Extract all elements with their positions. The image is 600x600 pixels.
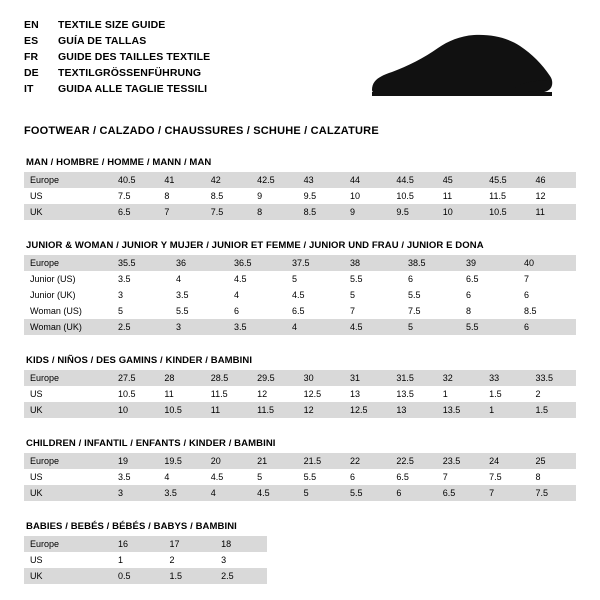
language-list bbox=[24, 18, 210, 97]
cell: 19.5 bbox=[158, 453, 204, 469]
size-table-kids bbox=[24, 370, 576, 418]
row-label: UK bbox=[24, 568, 112, 584]
cell: 6 bbox=[228, 303, 286, 319]
cell: 42.5 bbox=[251, 172, 297, 188]
cell: 1.5 bbox=[483, 386, 529, 402]
cell: 4 bbox=[205, 485, 251, 501]
language-title: GUIDE DES TAILLES TEXTILE bbox=[58, 51, 211, 63]
cell: 7 bbox=[158, 204, 204, 220]
cell: 24 bbox=[483, 453, 529, 469]
table-row bbox=[24, 303, 576, 319]
language-row bbox=[24, 18, 210, 33]
cell: 8 bbox=[530, 469, 576, 485]
cell: 5.5 bbox=[344, 271, 402, 287]
row-label: US bbox=[24, 552, 112, 568]
cell: 1.5 bbox=[530, 402, 576, 418]
cell: 2.5 bbox=[215, 568, 267, 584]
cell: 13 bbox=[390, 402, 436, 418]
cell: 10 bbox=[437, 204, 483, 220]
cell: 45 bbox=[437, 172, 483, 188]
group-title: JUNIOR & WOMAN / JUNIOR Y MUJER / JUNIOR ET FEMME / JUNIOR UND FRAU / JUNIOR E DONA bbox=[26, 240, 484, 251]
cell: 39 bbox=[460, 255, 518, 271]
table-row bbox=[24, 568, 576, 584]
group-title: MAN / HOMBRE / HOMME / MANN / MAN bbox=[26, 157, 212, 168]
row-label: Woman (US) bbox=[24, 303, 112, 319]
language-code: EN bbox=[24, 19, 39, 31]
cell-empty bbox=[267, 568, 319, 584]
table-row bbox=[24, 287, 576, 303]
language-row bbox=[24, 50, 210, 65]
cell: 31.5 bbox=[390, 370, 436, 386]
cell: 22.5 bbox=[390, 453, 436, 469]
cell: 11 bbox=[158, 386, 204, 402]
row-label: Woman (UK) bbox=[24, 319, 112, 335]
cell: 7.5 bbox=[205, 204, 251, 220]
table-row bbox=[24, 469, 576, 485]
language-code: IT bbox=[24, 83, 34, 95]
table-row bbox=[24, 204, 576, 220]
cell-empty bbox=[421, 568, 473, 584]
row-label: UK bbox=[24, 402, 112, 418]
cell: 12 bbox=[530, 188, 576, 204]
cell: 7.5 bbox=[402, 303, 460, 319]
cell: 8 bbox=[251, 204, 297, 220]
cell: 33 bbox=[483, 370, 529, 386]
cell: 3.5 bbox=[170, 287, 228, 303]
cell: 4 bbox=[286, 319, 344, 335]
language-row bbox=[24, 82, 210, 97]
cell: 7.5 bbox=[483, 469, 529, 485]
cell: 5.5 bbox=[170, 303, 228, 319]
cell-empty bbox=[318, 568, 370, 584]
cell: 5 bbox=[344, 287, 402, 303]
cell: 29.5 bbox=[251, 370, 297, 386]
cell: 8.5 bbox=[205, 188, 251, 204]
table-row bbox=[24, 188, 576, 204]
cell: 7 bbox=[483, 485, 529, 501]
cell: 25 bbox=[530, 453, 576, 469]
cell: 5 bbox=[402, 319, 460, 335]
cell: 13 bbox=[344, 386, 390, 402]
row-label: Europe bbox=[24, 172, 112, 188]
cell: 18 bbox=[215, 536, 267, 552]
cell: 6.5 bbox=[460, 271, 518, 287]
cell: 4 bbox=[228, 287, 286, 303]
cell: 4.5 bbox=[228, 271, 286, 287]
cell: 6.5 bbox=[112, 204, 158, 220]
row-label: Europe bbox=[24, 255, 112, 271]
cell: 2.5 bbox=[112, 319, 170, 335]
cell: 3.5 bbox=[112, 469, 158, 485]
language-row bbox=[24, 34, 210, 49]
cell: 19 bbox=[112, 453, 158, 469]
cell: 21 bbox=[251, 453, 297, 469]
cell-empty bbox=[473, 536, 525, 552]
row-label: UK bbox=[24, 485, 112, 501]
cell-empty bbox=[524, 536, 576, 552]
cell: 33.5 bbox=[530, 370, 576, 386]
cell: 45.5 bbox=[483, 172, 529, 188]
cell: 44.5 bbox=[390, 172, 436, 188]
group-junior-woman bbox=[24, 240, 576, 335]
group-title: KIDS / NIÑOS / DES GAMINS / KINDER / BAMBINI bbox=[26, 355, 253, 366]
row-label: Junior (UK) bbox=[24, 287, 112, 303]
cell: 6.5 bbox=[437, 485, 483, 501]
group-title: CHILDREN / INFANTIL / ENFANTS / KINDER / BAMBINI bbox=[26, 438, 276, 449]
cell: 10 bbox=[112, 402, 158, 418]
cell: 7 bbox=[518, 271, 576, 287]
cell-empty bbox=[267, 552, 319, 568]
cell: 5.5 bbox=[460, 319, 518, 335]
row-label: US bbox=[24, 469, 112, 485]
cell: 13.5 bbox=[390, 386, 436, 402]
language-row bbox=[24, 66, 210, 81]
size-table-babies bbox=[24, 536, 576, 584]
cell: 12.5 bbox=[298, 386, 344, 402]
cell: 11.5 bbox=[251, 402, 297, 418]
table-row bbox=[24, 271, 576, 287]
cell: 11 bbox=[205, 402, 251, 418]
cell: 6 bbox=[518, 287, 576, 303]
language-title: GUIDA ALLE TAGLIE TESSILI bbox=[58, 83, 208, 95]
cell: 28 bbox=[158, 370, 204, 386]
table-row bbox=[24, 402, 576, 418]
cell: 11 bbox=[437, 188, 483, 204]
cell: 11.5 bbox=[205, 386, 251, 402]
cell-empty bbox=[370, 552, 422, 568]
row-label: Europe bbox=[24, 453, 112, 469]
cell: 46 bbox=[530, 172, 576, 188]
cell: 10.5 bbox=[158, 402, 204, 418]
cell-empty bbox=[318, 536, 370, 552]
cell: 35.5 bbox=[112, 255, 170, 271]
cell-empty bbox=[370, 536, 422, 552]
cell: 30 bbox=[298, 370, 344, 386]
cell: 1 bbox=[483, 402, 529, 418]
cell: 12 bbox=[298, 402, 344, 418]
cell: 20 bbox=[205, 453, 251, 469]
cell: 9 bbox=[251, 188, 297, 204]
cell: 41 bbox=[158, 172, 204, 188]
language-title: TEXTILGRÖSSENFÜHRUNG bbox=[58, 67, 202, 79]
cell: 31 bbox=[344, 370, 390, 386]
dress-shoe-icon bbox=[364, 32, 554, 109]
cell: 4 bbox=[170, 271, 228, 287]
cell: 40 bbox=[518, 255, 576, 271]
cell: 22 bbox=[344, 453, 390, 469]
group-title: BABIES / BEBÉS / BÉBÉS / BABYS / BAMBINI bbox=[26, 521, 237, 532]
cell-empty bbox=[524, 552, 576, 568]
cell: 32 bbox=[437, 370, 483, 386]
cell: 16 bbox=[112, 536, 164, 552]
cell: 5 bbox=[298, 485, 344, 501]
cell: 2 bbox=[164, 552, 216, 568]
row-label: US bbox=[24, 386, 112, 402]
cell: 11.5 bbox=[483, 188, 529, 204]
cell: 4.5 bbox=[344, 319, 402, 335]
cell-empty bbox=[473, 552, 525, 568]
cell: 3.5 bbox=[158, 485, 204, 501]
cell: 21.5 bbox=[298, 453, 344, 469]
cell: 6 bbox=[344, 469, 390, 485]
category-title: FOOTWEAR / CALZADO / CHAUSSURES / SCHUHE / CALZATURE bbox=[24, 125, 379, 137]
table-row bbox=[24, 552, 576, 568]
cell: 17 bbox=[164, 536, 216, 552]
cell: 8 bbox=[460, 303, 518, 319]
cell: 36 bbox=[170, 255, 228, 271]
cell: 6 bbox=[402, 271, 460, 287]
cell: 6.5 bbox=[286, 303, 344, 319]
cell: 12.5 bbox=[344, 402, 390, 418]
group-man bbox=[24, 157, 576, 220]
language-code: ES bbox=[24, 35, 39, 47]
cell: 6 bbox=[460, 287, 518, 303]
cell: 3 bbox=[170, 319, 228, 335]
table-row bbox=[24, 172, 576, 188]
table-row bbox=[24, 536, 576, 552]
cell: 4 bbox=[158, 469, 204, 485]
cell: 4.5 bbox=[286, 287, 344, 303]
cell-empty bbox=[318, 552, 370, 568]
cell: 9.5 bbox=[298, 188, 344, 204]
cell: 10 bbox=[344, 188, 390, 204]
table-row bbox=[24, 370, 576, 386]
cell-empty bbox=[473, 568, 525, 584]
group-babies bbox=[24, 521, 576, 584]
row-label: Junior (US) bbox=[24, 271, 112, 287]
size-table-junior-woman bbox=[24, 255, 576, 335]
cell: 40.5 bbox=[112, 172, 158, 188]
cell: 38 bbox=[344, 255, 402, 271]
cell: 38.5 bbox=[402, 255, 460, 271]
table-row bbox=[24, 453, 576, 469]
cell: 5 bbox=[251, 469, 297, 485]
cell: 6 bbox=[390, 485, 436, 501]
cell: 13.5 bbox=[437, 402, 483, 418]
cell: 5.5 bbox=[298, 469, 344, 485]
cell: 6.5 bbox=[390, 469, 436, 485]
cell-empty bbox=[421, 536, 473, 552]
cell: 5 bbox=[112, 303, 170, 319]
cell: 10.5 bbox=[483, 204, 529, 220]
row-label: Europe bbox=[24, 536, 112, 552]
language-title: GUÍA DE TALLAS bbox=[58, 35, 147, 47]
cell: 11 bbox=[530, 204, 576, 220]
cell-empty bbox=[421, 552, 473, 568]
cell: 8.5 bbox=[518, 303, 576, 319]
size-table-man bbox=[24, 172, 576, 220]
row-label: US bbox=[24, 188, 112, 204]
cell-empty bbox=[524, 568, 576, 584]
cell: 7 bbox=[344, 303, 402, 319]
cell: 12 bbox=[251, 386, 297, 402]
cell: 1 bbox=[112, 552, 164, 568]
cell: 1 bbox=[437, 386, 483, 402]
cell: 3 bbox=[215, 552, 267, 568]
table-row bbox=[24, 386, 576, 402]
cell: 44 bbox=[344, 172, 390, 188]
table-row bbox=[24, 319, 576, 335]
cell: 42 bbox=[205, 172, 251, 188]
cell: 43 bbox=[298, 172, 344, 188]
cell: 4.5 bbox=[251, 485, 297, 501]
cell-empty bbox=[370, 568, 422, 584]
cell: 23.5 bbox=[437, 453, 483, 469]
cell: 3.5 bbox=[112, 271, 170, 287]
cell: 8.5 bbox=[298, 204, 344, 220]
cell: 5.5 bbox=[402, 287, 460, 303]
row-label: UK bbox=[24, 204, 112, 220]
cell: 3.5 bbox=[228, 319, 286, 335]
cell: 3 bbox=[112, 485, 158, 501]
cell: 2 bbox=[530, 386, 576, 402]
cell: 7.5 bbox=[530, 485, 576, 501]
cell: 3 bbox=[112, 287, 170, 303]
cell: 5 bbox=[286, 271, 344, 287]
table-row bbox=[24, 485, 576, 501]
cell: 9.5 bbox=[390, 204, 436, 220]
cell: 37.5 bbox=[286, 255, 344, 271]
language-title: TEXTILE SIZE GUIDE bbox=[58, 19, 166, 31]
group-children bbox=[24, 438, 576, 501]
group-kids bbox=[24, 355, 576, 418]
cell: 6 bbox=[518, 319, 576, 335]
cell-empty bbox=[267, 536, 319, 552]
language-code: FR bbox=[24, 51, 39, 63]
cell: 28.5 bbox=[205, 370, 251, 386]
cell: 9 bbox=[344, 204, 390, 220]
cell: 7 bbox=[437, 469, 483, 485]
header bbox=[24, 18, 576, 109]
cell: 5.5 bbox=[344, 485, 390, 501]
cell: 27.5 bbox=[112, 370, 158, 386]
size-table-children bbox=[24, 453, 576, 501]
cell: 36.5 bbox=[228, 255, 286, 271]
cell: 8 bbox=[158, 188, 204, 204]
cell: 10.5 bbox=[112, 386, 158, 402]
cell: 4.5 bbox=[205, 469, 251, 485]
cell: 7.5 bbox=[112, 188, 158, 204]
row-label: Europe bbox=[24, 370, 112, 386]
cell: 10.5 bbox=[390, 188, 436, 204]
table-row bbox=[24, 255, 576, 271]
cell: 1.5 bbox=[164, 568, 216, 584]
language-code: DE bbox=[24, 67, 39, 79]
cell: 0.5 bbox=[112, 568, 164, 584]
